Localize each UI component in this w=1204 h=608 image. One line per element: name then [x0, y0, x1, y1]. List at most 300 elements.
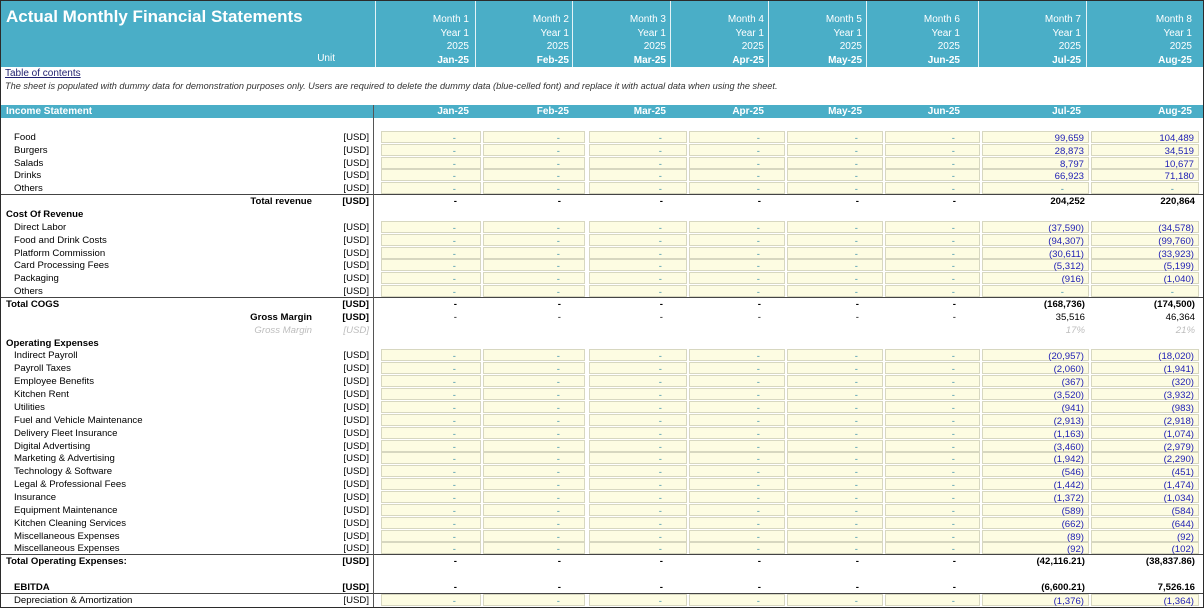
input-cell[interactable] — [381, 349, 481, 361]
cell-value: - — [452, 222, 456, 234]
input-cell[interactable] — [381, 247, 481, 259]
input-cell[interactable] — [689, 401, 785, 413]
input-cell[interactable] — [787, 452, 883, 464]
input-cell[interactable] — [1091, 478, 1199, 490]
input-cell[interactable] — [589, 362, 687, 374]
cell-value: (941) — [1061, 402, 1084, 414]
input-cell[interactable] — [483, 157, 585, 169]
input-cell[interactable] — [689, 478, 785, 490]
cell-value: - — [855, 196, 859, 208]
input-cell[interactable] — [381, 221, 481, 233]
input-cell[interactable] — [885, 349, 980, 361]
input-cell[interactable] — [483, 401, 585, 413]
input-cell[interactable] — [483, 247, 585, 259]
input-cell[interactable] — [982, 131, 1089, 143]
input-cell[interactable] — [689, 349, 785, 361]
row-unit: [USD] — [343, 479, 369, 491]
sheet-header — [1, 1, 1203, 67]
input-cell[interactable] — [982, 542, 1089, 554]
input-cell[interactable] — [885, 517, 980, 529]
input-cell[interactable] — [589, 388, 687, 400]
input-cell[interactable] — [483, 234, 585, 246]
input-cell[interactable] — [885, 478, 980, 490]
input-cell[interactable] — [1091, 388, 1199, 400]
value-cell — [1091, 581, 1199, 593]
input-cell[interactable] — [381, 414, 481, 426]
value-cell — [1091, 555, 1199, 567]
cell-value: - — [951, 287, 955, 299]
input-cell[interactable] — [589, 530, 687, 542]
input-cell[interactable] — [589, 272, 687, 284]
input-cell[interactable] — [1091, 362, 1199, 374]
cell-value: - — [952, 299, 956, 311]
input-cell[interactable] — [1091, 440, 1199, 452]
section-month-label: Jun-25 — [927, 106, 960, 117]
input-cell[interactable] — [787, 375, 883, 387]
input-cell[interactable] — [589, 465, 687, 477]
input-cell[interactable] — [483, 131, 585, 143]
input-cell[interactable] — [483, 388, 585, 400]
value-cell — [885, 195, 980, 207]
input-cell[interactable] — [381, 169, 481, 181]
input-cell[interactable] — [787, 272, 883, 284]
input-cell[interactable] — [689, 182, 785, 194]
row-unit: [USD] — [343, 273, 369, 285]
cell-value: (451) — [1171, 467, 1194, 479]
input-cell[interactable] — [885, 465, 980, 477]
input-cell[interactable] — [689, 259, 785, 271]
input-cell[interactable] — [885, 401, 980, 413]
input-cell[interactable] — [982, 478, 1089, 490]
input-cell[interactable] — [589, 144, 687, 156]
month-header-label: Aug-25 — [1158, 54, 1192, 66]
input-cell[interactable] — [589, 401, 687, 413]
cell-value: - — [658, 248, 662, 260]
table-row — [1, 568, 1203, 581]
input-cell[interactable] — [589, 157, 687, 169]
cell-value: - — [556, 171, 560, 183]
row-unit: [USD] — [343, 401, 369, 413]
input-cell[interactable] — [589, 349, 687, 361]
input-cell[interactable] — [787, 221, 883, 233]
input-cell[interactable] — [689, 157, 785, 169]
input-cell[interactable] — [483, 465, 585, 477]
input-cell[interactable] — [982, 401, 1089, 413]
input-cell[interactable] — [381, 259, 481, 271]
input-cell[interactable] — [483, 440, 585, 452]
input-cell[interactable] — [982, 452, 1089, 464]
input-cell[interactable] — [381, 452, 481, 464]
input-cell[interactable] — [787, 285, 883, 297]
input-cell[interactable] — [381, 427, 481, 439]
cell-value: - — [854, 480, 858, 492]
input-cell[interactable] — [589, 594, 687, 606]
input-cell[interactable] — [982, 427, 1089, 439]
value-cell — [381, 581, 481, 593]
value-cell — [787, 324, 883, 336]
cell-value: - — [757, 196, 761, 208]
input-cell[interactable] — [1091, 285, 1199, 297]
input-cell[interactable] — [689, 414, 785, 426]
input-cell[interactable] — [689, 594, 785, 606]
input-cell[interactable] — [689, 517, 785, 529]
cell-value: (1,942) — [1053, 454, 1084, 466]
input-cell[interactable] — [381, 182, 481, 194]
input-cell[interactable] — [689, 144, 785, 156]
input-cell[interactable] — [1091, 452, 1199, 464]
input-cell[interactable] — [982, 349, 1089, 361]
input-cell[interactable] — [982, 234, 1089, 246]
input-cell[interactable] — [689, 465, 785, 477]
input-cell[interactable] — [483, 594, 585, 606]
table-row — [1, 118, 1203, 131]
input-cell[interactable] — [982, 247, 1089, 259]
input-cell[interactable] — [885, 259, 980, 271]
input-cell[interactable] — [483, 182, 585, 194]
row-unit: [USD] — [343, 324, 369, 336]
input-cell[interactable] — [381, 465, 481, 477]
cell-value: (42,116.21) — [1036, 556, 1085, 568]
input-cell[interactable] — [689, 285, 785, 297]
cell-value: - — [658, 505, 662, 517]
input-cell[interactable] — [885, 169, 980, 181]
input-cell[interactable] — [885, 285, 980, 297]
input-cell[interactable] — [381, 594, 481, 606]
input-cell[interactable] — [787, 478, 883, 490]
input-cell[interactable] — [589, 504, 687, 516]
cell-value: - — [658, 377, 662, 389]
input-cell[interactable] — [589, 427, 687, 439]
cell-value: - — [854, 171, 858, 183]
input-cell[interactable] — [787, 504, 883, 516]
input-cell[interactable] — [885, 542, 980, 554]
section-month-label: Mar-25 — [633, 106, 666, 117]
cell-value: - — [452, 480, 456, 492]
input-cell[interactable] — [885, 272, 980, 284]
input-cell[interactable] — [787, 182, 883, 194]
cell-value: - — [854, 428, 858, 440]
input-cell[interactable] — [589, 182, 687, 194]
input-cell[interactable] — [381, 504, 481, 516]
input-cell[interactable] — [885, 221, 980, 233]
input-cell[interactable] — [483, 478, 585, 490]
input-cell[interactable] — [483, 285, 585, 297]
input-cell[interactable] — [1091, 427, 1199, 439]
input-cell[interactable] — [1091, 234, 1199, 246]
cell-value: - — [756, 287, 760, 299]
input-cell[interactable] — [1091, 542, 1199, 554]
input-cell[interactable] — [381, 388, 481, 400]
input-cell[interactable] — [1091, 349, 1199, 361]
input-cell[interactable] — [1091, 491, 1199, 503]
input-cell[interactable] — [589, 169, 687, 181]
cell-value: - — [756, 595, 760, 607]
cell-value: - — [658, 441, 662, 453]
input-cell[interactable] — [483, 144, 585, 156]
input-cell[interactable] — [885, 452, 980, 464]
row-label: Utilities — [14, 401, 45, 413]
cell-value: (33,923) — [1158, 248, 1194, 260]
input-cell[interactable] — [982, 375, 1089, 387]
input-cell[interactable] — [1091, 401, 1199, 413]
cell-value: - — [756, 274, 760, 286]
input-cell[interactable] — [787, 594, 883, 606]
value-cell — [483, 581, 585, 593]
input-cell[interactable] — [483, 221, 585, 233]
input-cell[interactable] — [787, 465, 883, 477]
input-cell[interactable] — [1091, 465, 1199, 477]
input-cell[interactable] — [787, 542, 883, 554]
cell-value: (168,736) — [1043, 299, 1085, 311]
input-cell[interactable] — [787, 427, 883, 439]
cell-value: - — [756, 222, 760, 234]
input-cell[interactable] — [1091, 169, 1199, 181]
input-cell[interactable] — [689, 452, 785, 464]
month-header-year: Year 1 — [540, 27, 569, 39]
input-cell[interactable] — [885, 530, 980, 542]
input-cell[interactable] — [589, 491, 687, 503]
input-cell[interactable] — [1091, 594, 1199, 606]
input-cell[interactable] — [885, 234, 980, 246]
input-cell[interactable] — [689, 504, 785, 516]
cell-value: (584) — [1171, 505, 1194, 517]
input-cell[interactable] — [982, 157, 1089, 169]
input-cell[interactable] — [381, 234, 481, 246]
input-cell[interactable] — [589, 375, 687, 387]
input-cell[interactable] — [381, 362, 481, 374]
input-cell[interactable] — [1091, 517, 1199, 529]
input-cell[interactable] — [689, 388, 785, 400]
input-cell[interactable] — [982, 491, 1089, 503]
input-cell[interactable] — [483, 169, 585, 181]
input-cell[interactable] — [689, 169, 785, 181]
input-cell[interactable] — [689, 530, 785, 542]
month-header-label: Jun-25 — [927, 54, 960, 66]
cell-value: - — [658, 235, 662, 247]
cell-value: - — [951, 595, 955, 607]
input-cell[interactable] — [589, 478, 687, 490]
input-cell[interactable] — [885, 362, 980, 374]
input-cell[interactable] — [483, 272, 585, 284]
input-cell[interactable] — [381, 157, 481, 169]
input-cell[interactable] — [885, 491, 980, 503]
input-cell[interactable] — [982, 388, 1089, 400]
input-cell[interactable] — [982, 530, 1089, 542]
input-cell[interactable] — [982, 414, 1089, 426]
input-cell[interactable] — [483, 414, 585, 426]
input-cell[interactable] — [1091, 272, 1199, 284]
input-cell[interactable] — [589, 542, 687, 554]
cell-value: (1,372) — [1053, 492, 1084, 504]
cell-value: (38,837.86) — [1145, 556, 1195, 568]
input-cell[interactable] — [885, 247, 980, 259]
input-cell[interactable] — [885, 144, 980, 156]
row-unit: [USD] — [343, 286, 369, 298]
input-cell[interactable] — [1091, 144, 1199, 156]
value-cell — [381, 555, 481, 567]
value-cell — [381, 324, 481, 336]
cell-value: 28,873 — [1054, 145, 1084, 157]
cell-value: - — [854, 364, 858, 376]
input-cell[interactable] — [381, 401, 481, 413]
input-cell[interactable] — [982, 169, 1089, 181]
input-cell[interactable] — [689, 221, 785, 233]
cell-value: - — [756, 145, 760, 157]
value-cell — [885, 311, 980, 323]
row-unit: [USD] — [343, 247, 369, 259]
month-header-yyyy: 2025 — [446, 41, 469, 52]
row-label: Miscellaneous Expenses — [14, 543, 120, 555]
input-cell[interactable] — [381, 542, 481, 554]
input-cell[interactable] — [483, 491, 585, 503]
input-cell[interactable] — [483, 259, 585, 271]
input-cell[interactable] — [689, 234, 785, 246]
input-cell[interactable] — [689, 272, 785, 284]
input-cell[interactable] — [982, 504, 1089, 516]
input-cell[interactable] — [483, 427, 585, 439]
total-row — [1, 311, 1203, 324]
input-cell[interactable] — [1091, 504, 1199, 516]
input-cell[interactable] — [1091, 530, 1199, 542]
cell-value: - — [452, 441, 456, 453]
input-cell[interactable] — [1091, 182, 1199, 194]
input-cell[interactable] — [982, 144, 1089, 156]
cell-value: - — [452, 171, 456, 183]
input-cell[interactable] — [885, 182, 980, 194]
cell-value: - — [556, 351, 560, 363]
input-cell[interactable] — [689, 491, 785, 503]
input-cell[interactable] — [689, 375, 785, 387]
input-cell[interactable] — [885, 157, 980, 169]
input-cell[interactable] — [787, 401, 883, 413]
input-cell[interactable] — [885, 427, 980, 439]
input-cell[interactable] — [787, 517, 883, 529]
cell-value: - — [658, 351, 662, 363]
header-column-separator — [572, 1, 573, 67]
cell-value: (2,918) — [1163, 415, 1194, 427]
input-cell[interactable] — [689, 427, 785, 439]
input-cell[interactable] — [885, 375, 980, 387]
input-cell[interactable] — [381, 517, 481, 529]
input-cell[interactable] — [982, 221, 1089, 233]
input-cell[interactable] — [589, 131, 687, 143]
input-cell[interactable] — [1091, 375, 1199, 387]
input-cell[interactable] — [483, 362, 585, 374]
input-cell[interactable] — [885, 131, 980, 143]
input-cell[interactable] — [1091, 157, 1199, 169]
input-cell[interactable] — [381, 530, 481, 542]
input-cell[interactable] — [381, 144, 481, 156]
input-cell[interactable] — [885, 504, 980, 516]
value-cell — [689, 195, 785, 207]
input-cell[interactable] — [589, 452, 687, 464]
input-cell[interactable] — [589, 259, 687, 271]
input-cell[interactable] — [381, 440, 481, 452]
input-cell[interactable] — [1091, 131, 1199, 143]
input-cell[interactable] — [787, 388, 883, 400]
input-cell[interactable] — [982, 465, 1089, 477]
input-cell[interactable] — [787, 157, 883, 169]
input-cell[interactable] — [787, 259, 883, 271]
input-cell[interactable] — [787, 530, 883, 542]
input-cell[interactable] — [589, 285, 687, 297]
input-cell[interactable] — [381, 375, 481, 387]
input-cell[interactable] — [787, 169, 883, 181]
input-cell[interactable] — [982, 182, 1089, 194]
input-cell[interactable] — [589, 234, 687, 246]
input-cell[interactable] — [381, 131, 481, 143]
input-cell[interactable] — [787, 362, 883, 374]
row-unit: [USD] — [343, 260, 369, 272]
input-cell[interactable] — [689, 131, 785, 143]
value-cell — [589, 311, 687, 323]
input-cell[interactable] — [483, 504, 585, 516]
input-cell[interactable] — [885, 414, 980, 426]
cell-value: (5,199) — [1163, 261, 1194, 273]
input-cell[interactable] — [787, 349, 883, 361]
input-cell[interactable] — [982, 517, 1089, 529]
input-cell[interactable] — [787, 144, 883, 156]
input-cell[interactable] — [689, 362, 785, 374]
input-cell[interactable] — [689, 542, 785, 554]
cell-value: - — [658, 467, 662, 479]
input-cell[interactable] — [787, 440, 883, 452]
input-cell[interactable] — [885, 594, 980, 606]
input-cell[interactable] — [885, 388, 980, 400]
input-cell[interactable] — [483, 375, 585, 387]
input-cell[interactable] — [689, 440, 785, 452]
input-cell[interactable] — [982, 285, 1089, 297]
input-cell[interactable] — [982, 440, 1089, 452]
input-cell[interactable] — [381, 272, 481, 284]
month-header-yyyy: 2025 — [937, 41, 960, 52]
input-cell[interactable] — [483, 517, 585, 529]
input-cell[interactable] — [381, 478, 481, 490]
input-cell[interactable] — [483, 452, 585, 464]
input-cell[interactable] — [787, 234, 883, 246]
input-cell[interactable] — [589, 517, 687, 529]
input-cell[interactable] — [1091, 221, 1199, 233]
input-cell[interactable] — [787, 414, 883, 426]
input-cell[interactable] — [982, 272, 1089, 284]
cell-value: - — [951, 531, 955, 543]
input-cell[interactable] — [589, 247, 687, 259]
input-cell[interactable] — [689, 247, 785, 259]
input-cell[interactable] — [483, 530, 585, 542]
input-cell[interactable] — [589, 414, 687, 426]
input-cell[interactable] — [982, 594, 1089, 606]
input-cell[interactable] — [885, 440, 980, 452]
cell-value: - — [854, 467, 858, 479]
input-cell[interactable] — [483, 349, 585, 361]
header-column-separator — [768, 1, 769, 67]
input-cell[interactable] — [1091, 414, 1199, 426]
input-cell[interactable] — [982, 362, 1089, 374]
input-cell[interactable] — [381, 491, 481, 503]
input-cell[interactable] — [483, 542, 585, 554]
input-cell[interactable] — [787, 247, 883, 259]
input-cell[interactable] — [589, 440, 687, 452]
input-cell[interactable] — [1091, 259, 1199, 271]
cell-value: - — [756, 132, 760, 144]
input-cell[interactable] — [381, 285, 481, 297]
input-cell[interactable] — [787, 491, 883, 503]
input-cell[interactable] — [1091, 247, 1199, 259]
input-cell[interactable] — [589, 221, 687, 233]
input-cell[interactable] — [982, 259, 1089, 271]
table-of-contents-link[interactable]: Table of contents — [5, 68, 81, 79]
input-cell[interactable] — [787, 131, 883, 143]
